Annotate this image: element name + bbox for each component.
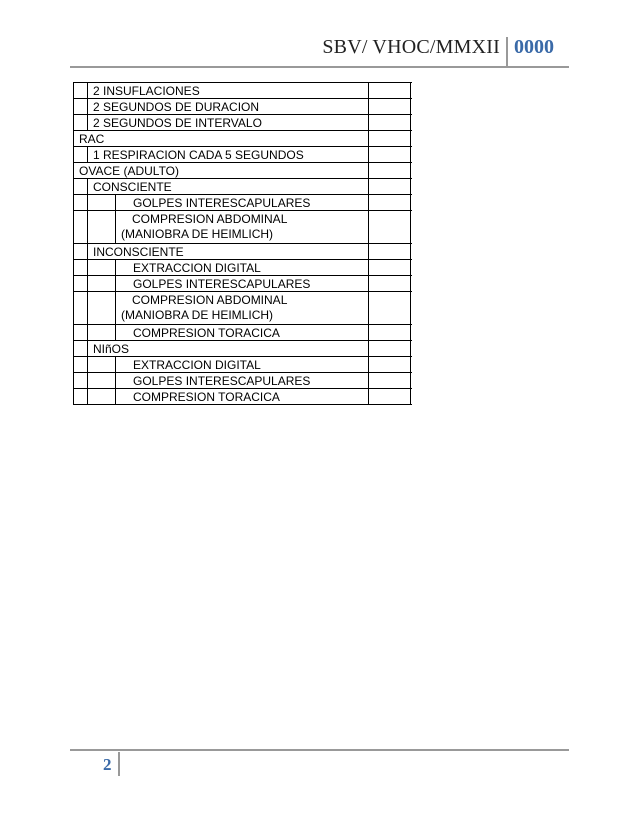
indent-line: [87, 98, 88, 115]
indent-line: [87, 388, 88, 405]
check-cell: [368, 210, 412, 244]
table-row: [73, 147, 411, 163]
row-text: GOLPES INTERESCAPULARES: [133, 374, 311, 388]
indent-line: [87, 324, 88, 341]
row-text: 2 SEGUNDOS DE INTERVALO: [93, 116, 262, 130]
table-row: [73, 325, 411, 341]
row-text: EXTRACCION DIGITAL: [133, 358, 261, 372]
header-rule: [70, 66, 569, 68]
indent-line: [87, 291, 88, 325]
table-row: [73, 341, 411, 357]
row-text: 1 RESPIRACION CADA 5 SEGUNDOS: [93, 148, 304, 162]
indent-line: [87, 340, 88, 357]
check-cell: [368, 194, 412, 211]
indent-line: [115, 324, 116, 341]
row-text: 2 SEGUNDOS DE DURACION: [93, 100, 260, 114]
indent-line: [87, 259, 88, 276]
check-cell: [368, 146, 412, 163]
row-text: INCONSCIENTE: [93, 245, 184, 259]
indent-line: [115, 259, 116, 276]
indent-line: [115, 291, 116, 325]
procedure-table: [73, 82, 411, 405]
table-row: [73, 163, 411, 179]
row-text: CONSCIENTE: [93, 180, 172, 194]
check-cell: [368, 243, 412, 260]
check-cell: [368, 130, 412, 147]
check-cell: [368, 356, 412, 373]
check-cell: [368, 388, 412, 405]
table-row: [73, 260, 411, 276]
footer-rule: [70, 749, 569, 751]
indent-line: [115, 356, 116, 373]
check-cell: [368, 259, 412, 276]
indent-line: [87, 356, 88, 373]
indent-line: [87, 82, 88, 99]
footer-separator: [118, 752, 120, 776]
indent-line: [87, 210, 88, 244]
row-text: OVACE (ADULTO): [79, 164, 180, 178]
row-text: COMPRESION ABDOMINAL (MANIOBRA DE HEIMLICH): [121, 212, 287, 241]
table-row: [73, 211, 411, 244]
indent-line: [115, 194, 116, 211]
row-text: EXTRACCION DIGITAL: [133, 261, 261, 275]
table-row: [73, 131, 411, 147]
indent-line: [115, 275, 116, 292]
table-row: [73, 389, 411, 405]
check-cell: [368, 82, 412, 99]
row-text: COMPRESION ABDOMINAL (MANIOBRA DE HEIMLICH): [121, 293, 287, 322]
table-row: [73, 179, 411, 195]
check-cell: [368, 372, 412, 389]
indent-line: [87, 275, 88, 292]
indent-line: [115, 210, 116, 244]
table-row: [73, 276, 411, 292]
table-row: [73, 373, 411, 389]
table-row: [73, 357, 411, 373]
row-text: COMPRESION TORACICA: [133, 390, 280, 404]
table-row: [73, 244, 411, 260]
indent-line: [87, 243, 88, 260]
row-text: GOLPES INTERESCAPULARES: [133, 277, 311, 291]
indent-line: [87, 178, 88, 195]
check-cell: [368, 162, 412, 179]
header-separator: [506, 37, 508, 67]
row-text: RAC: [79, 132, 105, 146]
indent-line: [115, 388, 116, 405]
indent-line: [87, 372, 88, 389]
row-text: NIñOS: [93, 342, 130, 356]
check-cell: [368, 275, 412, 292]
row-text: COMPRESION TORACICA: [133, 326, 280, 340]
indent-line: [87, 146, 88, 163]
table-row: [73, 195, 411, 211]
indent-line: [87, 194, 88, 211]
check-cell: [368, 324, 412, 341]
check-cell: [368, 340, 412, 357]
document-header-title: SBV/ VHOC/MMXII: [322, 36, 500, 58]
check-cell: [368, 178, 412, 195]
page-number: 2: [103, 755, 112, 774]
table-row: [73, 115, 411, 131]
row-text: GOLPES INTERESCAPULARES: [133, 196, 311, 210]
document-code: 0000: [514, 36, 554, 58]
table-row: [73, 83, 411, 99]
check-cell: [368, 114, 412, 131]
check-cell: [368, 291, 412, 325]
table-row: [73, 292, 411, 325]
table-row: [73, 99, 411, 115]
check-cell: [368, 98, 412, 115]
indent-line: [87, 114, 88, 131]
row-text: 2 INSUFLACIONES: [93, 84, 200, 98]
indent-line: [115, 372, 116, 389]
